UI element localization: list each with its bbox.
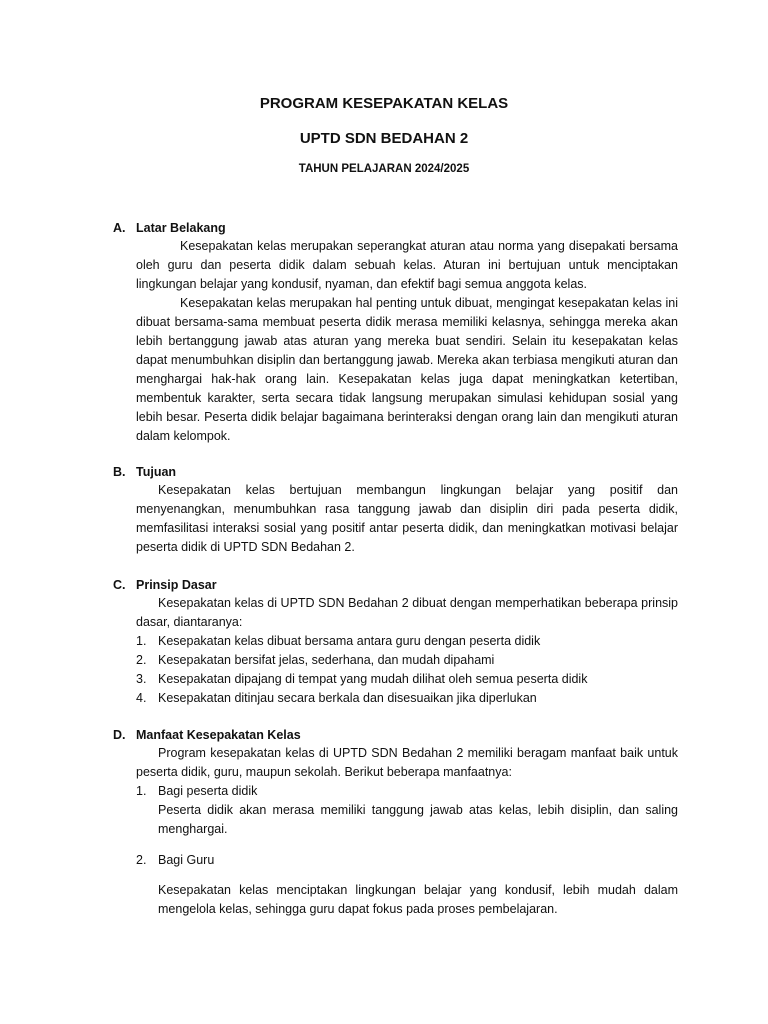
section-body [136, 237, 678, 446]
section-heading [113, 726, 678, 744]
list-item [136, 632, 678, 651]
list-item [136, 651, 678, 670]
list-number: 2. [136, 853, 147, 867]
list-text: Kesepakatan bersifat jelas, sederhana, dan mudah dipahami [158, 653, 495, 667]
benefit-description: Peserta didik akan merasa memiliki tanggung jawab atas kelas, lebih disiplin, dan saling menghargai. [158, 803, 678, 836]
list-item [136, 670, 678, 689]
document-title: PROGRAM KESEPAKATAN KELAS [259, 95, 509, 112]
section-prinsip-dasar [113, 576, 678, 708]
section-letter: D. [113, 728, 126, 742]
paragraph: Kesepakatan kelas bertujuan membangun lingkungan belajar yang positif dan menyenangkan, menumbuhkan rasa tanggung jawab dan disiplin diri pada peserta didik, memfasilitasi interaksi sosial yang positif antar peserta didik, dan meningkatkan motivasi belajar peserta didik di UPTD SDN Bedahan 2. [136, 483, 678, 554]
benefit-list [136, 782, 678, 801]
principle-list [136, 632, 678, 708]
list-number: 1. [136, 634, 147, 648]
section-title: Tujuan [136, 465, 177, 479]
list-text: Kesepakatan dipajang di tempat yang mudah dilihat oleh semua peserta didik [158, 672, 588, 686]
section-heading [113, 219, 678, 237]
section-letter: C. [113, 578, 126, 592]
section-latar-belakang [113, 219, 678, 446]
list-number: 3. [136, 672, 147, 686]
list-number: 4. [136, 691, 147, 705]
section-body [136, 744, 678, 919]
section-manfaat [113, 726, 678, 919]
benefit-description: Kesepakatan kelas menciptakan lingkungan belajar yang kondusif, lebih mudah dalam mengelola kelas, sehingga guru dapat fokus pada proses pembelajaran. [158, 883, 678, 916]
section-heading [113, 576, 678, 594]
list-text: Kesepakatan ditinjau secara berkala dan disesuaikan jika diperlukan [158, 691, 537, 705]
paragraph: Program kesepakatan kelas di UPTD SDN Bedahan 2 memiliki beragam manfaat baik untuk peserta didik, guru, maupun sekolah. Berikut beberapa manfaatnya: [136, 746, 678, 779]
paragraph: Kesepakatan kelas merupakan hal penting untuk dibuat, mengingat kesepakatan kelas ini dibuat bersama-sama membuat peserta didik merasa memiliki kelasnya, sehingga mereka akan lebih bertanggung jawab atas aturan yang mereka buat sendiri. Selain itu kesepakatan kelas dapat menumbuhkan disiplin dan bertanggung jawab. Mereka akan terbiasa mengikuti aturan dan menghargai hak-hak orang lain. Kesepakatan kelas juga dapat meningkatkan ketertiban, membentuk karakter, serta secara tidak langsung merupakan simulasi kehidupan sosial yang lebih besar. Peserta didik belajar bagaimana berinteraksi dengan orang lain dan mengikuti aturan dalam kelompok. [136, 296, 678, 443]
section-tujuan [113, 463, 678, 557]
section-body [136, 594, 678, 708]
section-letter: B. [113, 465, 126, 479]
list-text: Kesepakatan kelas dibuat bersama antara guru dengan peserta didik [158, 634, 541, 648]
list-item [136, 782, 678, 801]
section-title: Manfaat Kesepakatan Kelas [136, 728, 301, 742]
paragraph: Kesepakatan kelas di UPTD SDN Bedahan 2 dibuat dengan memperhatikan beberapa prinsip dasar, diantaranya: [136, 596, 678, 629]
section-body [136, 481, 678, 557]
section-title: Prinsip Dasar [136, 578, 217, 592]
benefit-label: Bagi Guru [158, 853, 215, 867]
list-number: 1. [136, 784, 147, 798]
section-letter: A. [113, 221, 126, 235]
academic-year: TAHUN PELAJARAN 2024/2025 [298, 163, 470, 175]
paragraph: Kesepakatan kelas merupakan seperangkat aturan atau norma yang disepakati bersama oleh guru dan peserta didik dalam sebuah kelas. Aturan ini bertujuan untuk menciptakan lingkungan belajar yang kondusif, nyaman, dan efektif bagi semua anggota kelas. [136, 239, 678, 291]
school-name: UPTD SDN BEDAHAN 2 [299, 130, 469, 147]
benefit-label: Bagi peserta didik [158, 784, 258, 798]
section-heading [113, 463, 678, 481]
benefit-list [136, 851, 678, 870]
list-number: 2. [136, 653, 147, 667]
list-item [136, 689, 678, 708]
section-title: Latar Belakang [136, 221, 226, 235]
list-item [136, 851, 678, 870]
